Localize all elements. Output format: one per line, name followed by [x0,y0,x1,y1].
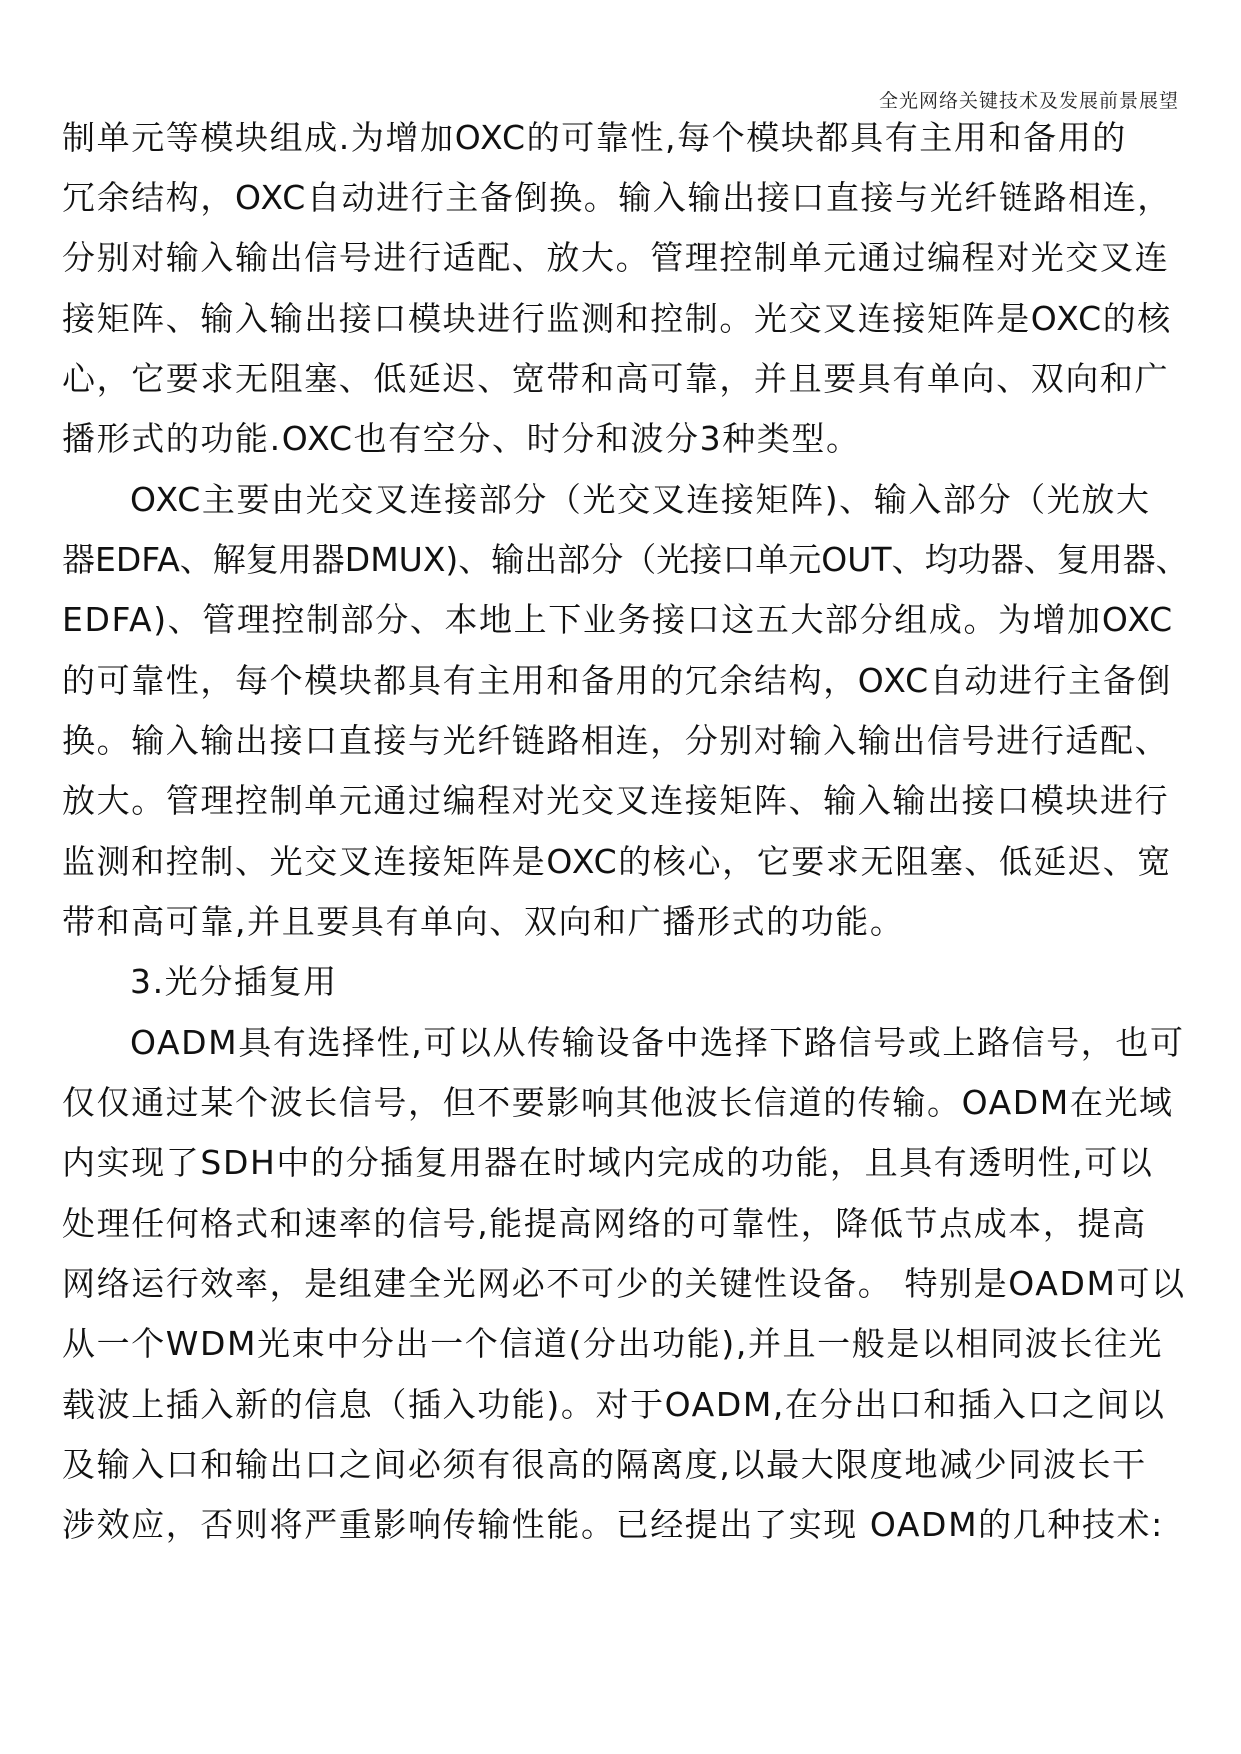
body-line: EDFA)、管理控制部分、本地上下业务接口这五大部分组成。为增加OXC [62,600,1174,639]
body-line: 监测和控制、光交叉连接矩阵是OXC的核心，它要求无阻塞、低延迟、宽 [62,842,1172,881]
body-line: 网络运行效率，是组建全光网必不可少的关键性设备。 特别是OADM可以 [62,1264,1186,1303]
body-line: 仅仅通过某个波长信号，但不要影响其他波长信道的传输。OADM在光域 [62,1083,1174,1122]
body-line: 制单元等模块组成.为增加OXC的可靠性,每个模块都具有主用和备用的 [62,118,1127,157]
paragraph-first-line: OADM具有选择性,可以从传输设备中选择下路信号或上路信号，也可 [130,1023,1185,1062]
body-line: 分别对输入输出信号进行适配、放大。管理控制单元通过编程对光交叉连 [62,238,1170,277]
body-line: 放大。管理控制单元通过编程对光交叉连接矩阵、输入输出接口模块进行 [62,781,1170,820]
body-line: 器EDFA、解复用器DMUX)、输出部分（光接口单元OUT、均功器、复用器、 [62,540,1189,579]
body-line: 内实现了SDH中的分插复用器在时域内完成的功能，且具有透明性,可以 [62,1143,1154,1182]
body-line: 涉效应，否则将严重影响传输性能。已经提出了实现 OADM的几种技术: [62,1505,1164,1544]
body-line: 处理任何格式和速率的信号,能提高网络的可靠性，降低节点成本，提高 [62,1204,1147,1243]
body-line: 载波上插入新的信息（插入功能)。对于OADM,在分出口和插入口之间以 [62,1385,1166,1424]
body-line: 冗余结构，OXC自动进行主备倒换。输入输出接口直接与光纤链路相连， [62,178,1172,217]
running-header: 全光网络关键技术及发展前景展望 [878,90,1179,112]
body-line: 的可靠性，每个模块都具有主用和备用的冗余结构，OXC自动进行主备倒 [62,661,1172,700]
section-heading: 3.光分插复用 [130,962,338,1001]
body-line: 播形式的功能.OXC也有空分、时分和波分3种类型。 [62,419,861,458]
body-line: 心，它要求无阻塞、低延迟、宽带和高可靠，并且要具有单向、双向和广 [62,359,1170,398]
body-line: 换。输入输出接口直接与光纤链路相连，分别对输入输出信号进行适配、 [62,721,1170,760]
body-line: 及输入口和输出口之间必须有很高的隔离度,以最大限度地减少同波长干 [62,1445,1147,1484]
body-line: 接矩阵、输入输出接口模块进行监测和控制。光交叉连接矩阵是OXC的核 [62,299,1172,338]
body-line: 从一个WDM光束中分出一个信道(分出功能),并且一般是以相同波长往光 [62,1324,1164,1363]
body-line: 带和高可靠,并且要具有单向、双向和广播形式的功能。 [62,902,905,941]
paragraph-first-line: OXC主要由光交叉连接部分（光交叉连接矩阵)、输入部分（光放大 [130,480,1151,519]
